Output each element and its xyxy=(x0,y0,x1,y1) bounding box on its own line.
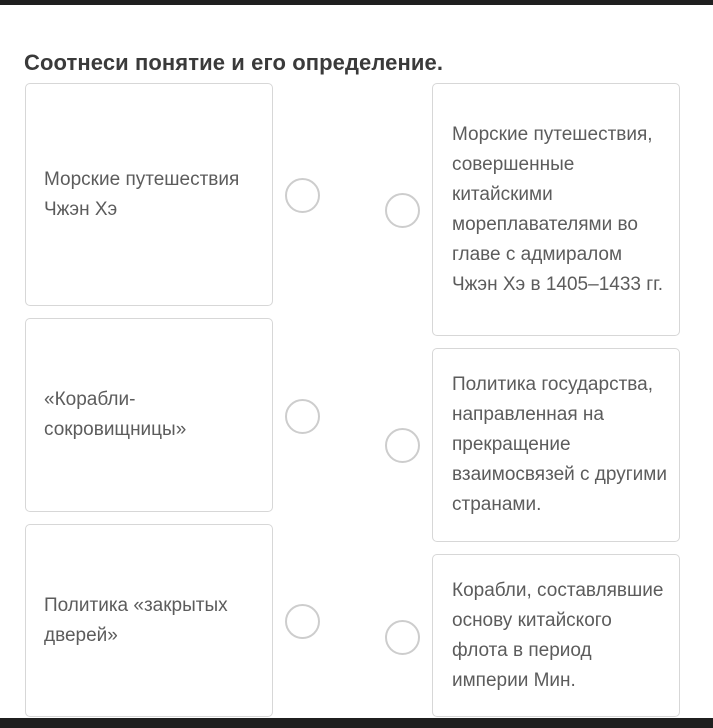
bottom-frame-bar xyxy=(0,718,713,728)
definition-label: Корабли, составлявшие основу китайского флота в период империи Мин. xyxy=(452,579,664,691)
definition-label: Политика государства, направленная на прекращение взаимосвязей с другими странами. xyxy=(452,374,667,515)
definition-label: Морские путешествия, совершенные китайскими мореплавателями во главе с адмиралом Чжэн Хэ в 1405–1433 гг. xyxy=(452,123,664,295)
term-card-1[interactable] xyxy=(25,83,273,306)
definition-3-match-radio-icon[interactable] xyxy=(385,620,420,655)
term-3-match-radio-icon[interactable] xyxy=(285,604,320,639)
term-card-3[interactable] xyxy=(25,524,273,717)
term-label: Политика «закрытых дверей» xyxy=(44,594,228,646)
term-1-match-radio-icon[interactable] xyxy=(285,178,320,213)
definition-card-2[interactable] xyxy=(432,348,680,542)
term-card-2[interactable] xyxy=(25,318,273,512)
term-2-match-radio-icon[interactable] xyxy=(285,399,320,434)
definition-card-1[interactable] xyxy=(432,83,680,336)
top-frame-bar xyxy=(0,0,713,5)
definition-2-match-radio-icon[interactable] xyxy=(385,428,420,463)
definition-1-match-radio-icon[interactable] xyxy=(385,193,420,228)
term-label: Морские путешествия Чжэн Хэ xyxy=(44,168,240,220)
definition-card-3[interactable] xyxy=(432,554,680,717)
question-title: Соотнеси понятие и его определение. xyxy=(24,50,444,75)
term-label: «Корабли-сокровищницы» xyxy=(44,389,187,440)
